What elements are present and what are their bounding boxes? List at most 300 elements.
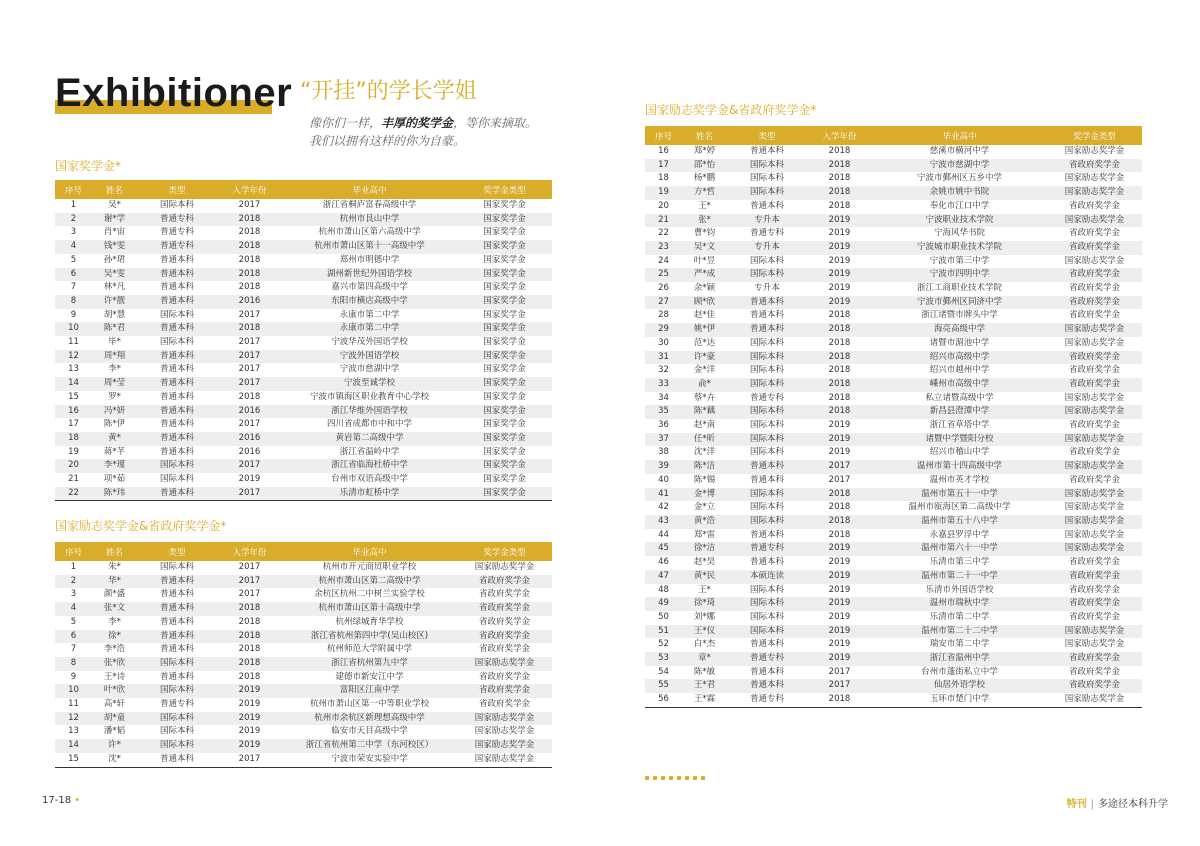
table-cell: 顾*欣 bbox=[693, 296, 716, 307]
table-cell: 2018 bbox=[828, 173, 851, 184]
table-cell: 李* bbox=[108, 364, 121, 375]
table-cell: 杨*鹏 bbox=[693, 173, 716, 184]
table-cell: 国际本科 bbox=[749, 337, 784, 348]
table-cell: 国际本科 bbox=[159, 309, 194, 320]
table-cell: 国际本科 bbox=[159, 726, 194, 737]
table-cell: 国际本科 bbox=[749, 187, 784, 198]
table-cell: 2018 bbox=[238, 603, 261, 614]
table-cell: 肖*宙 bbox=[103, 227, 126, 238]
table-cell: 2018 bbox=[828, 502, 851, 513]
table-cell: 浙江省杭州第二中学（东河校区） bbox=[305, 740, 434, 751]
table-cell: 专升本 bbox=[754, 241, 780, 252]
table-cell: 39 bbox=[658, 461, 669, 472]
table-cell: 国家励志奖学金 bbox=[474, 726, 535, 737]
column-header: 序号 bbox=[654, 131, 672, 142]
page-number-text: 17-18 bbox=[42, 795, 72, 806]
table-cell: 徐*琦 bbox=[693, 598, 716, 609]
table-cell: 2019 bbox=[828, 269, 851, 280]
table-cell: 金*洋 bbox=[693, 365, 716, 376]
table-cell: 2017 bbox=[238, 337, 261, 348]
table-cell: 2018 bbox=[238, 241, 261, 252]
table-row bbox=[645, 364, 1142, 378]
table-row bbox=[55, 240, 552, 254]
table-cell: 黄*浩 bbox=[693, 515, 716, 526]
table-cell: 浙江华维外国语学校 bbox=[331, 405, 408, 416]
table-cell: 省政府奖学金 bbox=[478, 603, 530, 614]
table-cell: 许*靓 bbox=[103, 295, 126, 306]
table-cell: 6 bbox=[70, 268, 77, 279]
table-row bbox=[645, 159, 1142, 173]
table-cell: 王*诗 bbox=[103, 671, 126, 682]
table-row bbox=[645, 529, 1142, 543]
table-cell: 叶*欣 bbox=[103, 685, 126, 696]
table-cell: 嘉兴市第四高级中学 bbox=[331, 282, 408, 293]
table-cell: 吴*文 bbox=[693, 241, 716, 252]
table-cell: 17 bbox=[68, 419, 79, 430]
table-cell: 12 bbox=[68, 712, 79, 723]
table-row bbox=[645, 597, 1142, 611]
table-cell: 2017 bbox=[217, 753, 282, 767]
table-cell: 国家励志奖学金 bbox=[1064, 488, 1125, 499]
table-cell: 2018 bbox=[238, 227, 261, 238]
table-row bbox=[55, 671, 552, 685]
table-cell: 国家奖学金 bbox=[483, 391, 526, 402]
table-cell: 4 bbox=[70, 241, 77, 252]
table-cell: 普通本科 bbox=[159, 446, 194, 457]
table-cell: 国家奖学金 bbox=[483, 419, 526, 430]
table-cell: 专升本 bbox=[754, 214, 780, 225]
table-cell: 国家励志奖学金 bbox=[474, 657, 535, 668]
table-cell: 2018 bbox=[828, 406, 851, 417]
table-cell: 普通本科 bbox=[749, 324, 784, 335]
column-header: 奖学金类型 bbox=[483, 547, 526, 558]
table-row bbox=[55, 226, 552, 240]
table-cell: 瑞安市第二中学 bbox=[929, 639, 990, 650]
table-row bbox=[55, 405, 552, 419]
table-cell: 普通本科 bbox=[159, 603, 194, 614]
table-cell: 陈*伊 bbox=[103, 419, 126, 430]
table-cell: 4 bbox=[70, 603, 77, 614]
section-title-national: 国家奖学金* bbox=[55, 159, 122, 173]
tagline-emphasis: 丰厚的奖学金 bbox=[381, 116, 454, 130]
table-cell: 国家励志奖学金 bbox=[1064, 461, 1125, 472]
table-cell: 普通本科 bbox=[137, 487, 217, 501]
table-cell: 普通本科 bbox=[749, 474, 784, 485]
table-cell: 19 bbox=[68, 446, 79, 457]
table-cell: 杭州绿城育华学校 bbox=[335, 616, 404, 627]
table-cell: 金*博 bbox=[693, 488, 716, 499]
table-cell: 黄*民 bbox=[693, 570, 716, 581]
table-cell: 34 bbox=[658, 392, 669, 403]
table-cell: 2017 bbox=[828, 461, 851, 472]
table-row bbox=[645, 446, 1142, 460]
table-cell: 普通专科 bbox=[749, 228, 784, 239]
table-cell: 2018 bbox=[238, 323, 261, 334]
table-cell: 16 bbox=[658, 146, 669, 156]
table-cell: 2019 bbox=[238, 685, 261, 696]
table-cell: 方*哲 bbox=[693, 187, 716, 198]
table-cell: 2018 bbox=[238, 657, 261, 668]
table-cell: 浙江省临海杜桥中学 bbox=[331, 460, 408, 471]
table-cell: 2019 bbox=[828, 584, 851, 595]
table-cell: 省政府奖学金 bbox=[1068, 584, 1120, 595]
table-cell: 高*轩 bbox=[103, 699, 126, 710]
section-label: 多途径本科升学 bbox=[1098, 799, 1168, 810]
table-cell: 宁波职业技术学院 bbox=[925, 214, 994, 225]
table-cell: 省政府奖学金 bbox=[478, 616, 530, 627]
table-cell: 普通本科 bbox=[749, 296, 784, 307]
table-cell: 国家励志奖学金 bbox=[457, 753, 552, 767]
table-cell: 永康市第二中学 bbox=[339, 309, 400, 320]
column-header: 入学年份 bbox=[232, 185, 267, 196]
table-cell: 国家奖学金 bbox=[483, 282, 526, 293]
table-cell: 30 bbox=[658, 337, 669, 348]
table-cell: 国家励志奖学金 bbox=[474, 562, 535, 572]
table-cell: 杭州师范大学附属中学 bbox=[326, 644, 412, 655]
table-cell: 1 bbox=[70, 562, 77, 572]
column-header: 类型 bbox=[168, 547, 186, 558]
table-row bbox=[645, 255, 1142, 269]
table-cell: 普通本科 bbox=[159, 419, 194, 430]
table-cell: 省政府奖学金 bbox=[1068, 598, 1120, 609]
table-cell: 2016 bbox=[238, 295, 261, 306]
national-scholarship-table bbox=[55, 180, 552, 501]
table-cell: 海亮高级中学 bbox=[933, 324, 985, 335]
table-cell: 国际本科 bbox=[749, 515, 784, 526]
table-cell: 范*达 bbox=[693, 337, 716, 348]
table-cell: 普通本科 bbox=[749, 461, 784, 472]
table-cell: 杭州市艮山中学 bbox=[339, 213, 400, 224]
table-cell: 17 bbox=[658, 159, 669, 170]
table-cell: 普通本科 bbox=[159, 405, 194, 416]
table-cell: 国家奖学金 bbox=[483, 432, 526, 443]
table-row bbox=[645, 296, 1142, 310]
table-cell: 2018 bbox=[828, 159, 851, 170]
table-cell: 7 bbox=[70, 282, 77, 293]
table-cell: 诸暨中学暨阳分校 bbox=[925, 433, 994, 444]
table-cell: 国际本科 bbox=[749, 255, 784, 266]
table-cell: 杭州市萧山区第二高级中学 bbox=[318, 575, 421, 586]
table-cell: 国家励志奖学金 bbox=[1064, 337, 1125, 348]
table-cell: 许*豪 bbox=[693, 351, 716, 362]
table-row bbox=[55, 725, 552, 739]
table-cell: 普通专科 bbox=[159, 699, 194, 710]
table-row bbox=[55, 602, 552, 616]
table-cell: 7 bbox=[70, 644, 77, 655]
table-cell: 2018 bbox=[238, 282, 261, 293]
table-cell: 21 bbox=[658, 214, 669, 225]
table-cell: 省政府奖学金 bbox=[1068, 666, 1120, 677]
table-cell: 普通专科 bbox=[727, 693, 807, 707]
table-cell: 普通本科 bbox=[749, 529, 784, 540]
table-cell: 51 bbox=[658, 625, 669, 636]
table-cell: 40 bbox=[658, 474, 669, 485]
table-cell: 周*翔 bbox=[103, 350, 126, 361]
table-cell: 国家励志奖学金 bbox=[1064, 392, 1125, 403]
table-cell: 余姚市姚中书院 bbox=[929, 187, 990, 198]
table-row bbox=[55, 684, 552, 698]
table-cell: 郑*婷 bbox=[693, 146, 716, 156]
table-cell: 31 bbox=[658, 351, 669, 362]
table-cell: 沈* bbox=[92, 753, 137, 767]
column-header: 入学年份 bbox=[232, 547, 267, 558]
table-cell: 杭州市萧山区第一中等职业学校 bbox=[309, 699, 429, 710]
table-cell: 国际本科 bbox=[749, 378, 784, 389]
tagline-text: ，等你来摘取。 bbox=[453, 116, 538, 130]
table-cell: 国家奖学金 bbox=[483, 474, 526, 485]
table-row bbox=[55, 575, 552, 589]
table-cell: 温州市第二十一中学 bbox=[921, 570, 998, 581]
table-cell: 诸暨市湄池中学 bbox=[929, 337, 990, 348]
table-cell: 普通本科 bbox=[749, 666, 784, 677]
table-row bbox=[55, 391, 552, 405]
table-cell: 浙江省温岭中学 bbox=[339, 446, 400, 457]
table-cell: 郑州市明德中学 bbox=[339, 254, 400, 265]
magazine-label: 特刊 bbox=[1066, 799, 1087, 810]
table-cell: 潘*韬 bbox=[103, 726, 126, 737]
table-cell: 11 bbox=[68, 337, 79, 348]
table-cell: 2017 bbox=[238, 378, 261, 389]
table-cell: 2019 bbox=[828, 653, 851, 664]
table-cell: 徐* bbox=[108, 630, 121, 641]
table-cell: 5 bbox=[70, 254, 77, 265]
table-cell: 普通本科 bbox=[159, 350, 194, 361]
table-cell: 省政府奖学金 bbox=[1068, 680, 1120, 691]
table-cell: 宁波市慈湖中学 bbox=[339, 364, 400, 375]
table-row bbox=[645, 323, 1142, 337]
table-cell: 李*瑾 bbox=[103, 460, 126, 471]
table-row bbox=[645, 268, 1142, 282]
table-cell: 49 bbox=[658, 598, 669, 609]
table-row bbox=[645, 488, 1142, 502]
table-cell: 黄* bbox=[108, 432, 121, 443]
table-row bbox=[55, 561, 552, 575]
table-cell: 永康市第二中学 bbox=[339, 323, 400, 334]
table-cell: 2018 bbox=[238, 213, 261, 224]
table-cell: 国家奖学金 bbox=[483, 200, 526, 210]
table-cell: 省政府奖学金 bbox=[1068, 570, 1120, 581]
table-cell: 胡*童 bbox=[103, 712, 126, 723]
table-cell: 国际本科 bbox=[749, 159, 784, 170]
table-cell: 省政府奖学金 bbox=[1068, 611, 1120, 622]
table-cell: 陈*洁 bbox=[693, 461, 716, 472]
table-cell: 湖州新世纪外国语学校 bbox=[326, 268, 412, 279]
table-cell: 蔡*卉 bbox=[693, 392, 716, 403]
table-cell: 国际本科 bbox=[749, 598, 784, 609]
table-cell: 黄岩第二高级中学 bbox=[335, 432, 404, 443]
table-cell: 浙江省桐庐富春高级中学 bbox=[322, 200, 417, 210]
table-cell: 蒋*芊 bbox=[103, 446, 126, 457]
column-header: 毕业高中 bbox=[942, 131, 977, 142]
table-cell: 乐清市虹桥中学 bbox=[282, 487, 457, 501]
table-cell: 台州市蓬街私立中学 bbox=[921, 666, 998, 677]
table-cell: 杭州市萧山区第十高级中学 bbox=[318, 603, 421, 614]
table-cell: 2018 bbox=[238, 254, 261, 265]
table-row bbox=[55, 588, 552, 602]
table-cell: 18 bbox=[68, 432, 79, 443]
table-cell: 2019 bbox=[828, 214, 851, 225]
table-cell: 宁波市鄞州区同济中学 bbox=[916, 296, 1002, 307]
table-row bbox=[55, 739, 552, 753]
table-cell: 2018 bbox=[828, 392, 851, 403]
table-cell: 25 bbox=[658, 269, 669, 280]
table-cell: 2017 bbox=[828, 474, 851, 485]
table-cell: 省政府奖学金 bbox=[478, 671, 530, 682]
table-cell: 国际本科 bbox=[749, 269, 784, 280]
table-cell: 国家奖学金 bbox=[483, 295, 526, 306]
table-cell: 宁波外国语学校 bbox=[339, 350, 400, 361]
table-cell: 国际本科 bbox=[749, 584, 784, 595]
table-cell: 李* bbox=[108, 616, 121, 627]
table-cell: 2019 bbox=[828, 625, 851, 636]
table-header bbox=[55, 180, 552, 199]
table-cell: 2019 bbox=[828, 447, 851, 458]
table-row bbox=[645, 392, 1142, 406]
table-cell: 省政府奖学金 bbox=[1068, 159, 1120, 170]
table-cell: 赵*昊 bbox=[693, 557, 716, 568]
table-cell: 国家奖学金 bbox=[483, 350, 526, 361]
table-cell: 国家励志奖学金 bbox=[474, 712, 535, 723]
table-cell: 省政府奖学金 bbox=[1068, 447, 1120, 458]
table-cell: 13 bbox=[68, 364, 79, 375]
table-cell: 乐清市外国语学校 bbox=[925, 584, 994, 595]
table-row bbox=[55, 657, 552, 671]
table-cell: 宁波华茂外国语学校 bbox=[331, 337, 408, 348]
table-cell: 53 bbox=[658, 653, 669, 664]
table-cell: 新昌县澄潭中学 bbox=[929, 406, 990, 417]
table-cell: 温州市瑞秋中学 bbox=[929, 598, 990, 609]
table-cell: 省政府奖学金 bbox=[478, 685, 530, 696]
table-row bbox=[55, 459, 552, 473]
table-cell: 2018 bbox=[238, 644, 261, 655]
table-cell: 普通本科 bbox=[749, 639, 784, 650]
table-cell: 吴* bbox=[108, 200, 121, 210]
table-cell: 普通本科 bbox=[159, 644, 194, 655]
table-cell: 本硕连读 bbox=[749, 570, 784, 581]
tagline-line-2: 我们以拥有这样的你为自豪。 bbox=[309, 134, 466, 148]
table-cell: 浙江省杭州第四中学(吴山校区) bbox=[310, 630, 429, 641]
table-cell: 2019 bbox=[828, 543, 851, 554]
table-cell: 章* bbox=[698, 653, 711, 664]
table-row bbox=[55, 753, 552, 767]
table-cell: 宁波市第三中学 bbox=[929, 255, 990, 266]
table-cell: 2018 bbox=[807, 693, 872, 707]
table-cell: 宁波城市职业技术学院 bbox=[916, 241, 1002, 252]
table-cell: 宁波市荣安实验中学 bbox=[282, 753, 457, 767]
table-cell: 45 bbox=[658, 543, 669, 554]
table-cell: 2018 bbox=[828, 310, 851, 321]
table-cell: 富阳区江南中学 bbox=[339, 685, 400, 696]
table-cell: 2017 bbox=[238, 200, 261, 210]
table-cell: 19 bbox=[658, 187, 669, 198]
table-cell: 张* bbox=[698, 214, 711, 225]
tagline-line-1 bbox=[309, 114, 537, 132]
table-row bbox=[645, 214, 1142, 228]
table-row bbox=[55, 281, 552, 295]
table-cell: 国际本科 bbox=[749, 488, 784, 499]
table-cell: 余杭区杭州二中树兰实验学校 bbox=[314, 589, 425, 600]
table-cell: 36 bbox=[658, 420, 669, 431]
table-cell: 10 bbox=[68, 685, 79, 696]
table-cell: 邵*怡 bbox=[693, 159, 716, 170]
table-cell: 奉化市江口中学 bbox=[929, 200, 990, 211]
table-row bbox=[645, 405, 1142, 419]
table-cell: 余*颖 bbox=[693, 283, 716, 294]
table-cell: 44 bbox=[658, 529, 669, 540]
table-cell: 普通本科 bbox=[159, 575, 194, 586]
table-cell: 沈*洋 bbox=[693, 447, 716, 458]
table-cell: 白*杰 bbox=[693, 639, 716, 650]
table-cell: 国家励志奖学金 bbox=[1064, 543, 1125, 554]
table-cell: 2019 bbox=[828, 433, 851, 444]
table-cell: 国家励志奖学金 bbox=[1064, 515, 1125, 526]
table-row bbox=[55, 336, 552, 350]
table-cell: 台州市双语高级中学 bbox=[331, 474, 408, 485]
table-cell: 建德市新安江中学 bbox=[335, 671, 404, 682]
table-row bbox=[55, 616, 552, 630]
table-row bbox=[645, 515, 1142, 529]
table-cell: 普通本科 bbox=[159, 589, 194, 600]
table-cell: 国家奖学金 bbox=[483, 337, 526, 348]
column-header: 毕业高中 bbox=[352, 547, 387, 558]
table-cell: 2019 bbox=[828, 639, 851, 650]
table-cell: 张*欣 bbox=[103, 657, 126, 668]
table-cell: 55 bbox=[658, 680, 669, 691]
table-row bbox=[55, 630, 552, 644]
table-cell: 国家奖学金 bbox=[483, 254, 526, 265]
table-cell: 杭州市余杭区新理想高级中学 bbox=[314, 712, 425, 723]
table-cell: 2018 bbox=[238, 616, 261, 627]
table-cell: 国际本科 bbox=[159, 337, 194, 348]
table-cell: 姚*伊 bbox=[693, 324, 716, 335]
table-cell: 2019 bbox=[828, 420, 851, 431]
table-cell: 国家励志奖学金 bbox=[1064, 255, 1125, 266]
table-cell: 2018 bbox=[828, 146, 851, 156]
table-row bbox=[645, 460, 1142, 474]
table-cell: 普通专科 bbox=[159, 241, 194, 252]
table-cell: 东阳市横店高级中学 bbox=[331, 295, 408, 306]
table-cell: 2017 bbox=[828, 666, 851, 677]
table-cell: 温州市第五十八中学 bbox=[921, 515, 998, 526]
table-cell: 48 bbox=[658, 584, 669, 595]
table-row bbox=[645, 570, 1142, 584]
table-cell: 普通本科 bbox=[749, 680, 784, 691]
table-cell: 国家励志奖学金 bbox=[474, 740, 535, 751]
table-cell: 省政府奖学金 bbox=[1068, 241, 1120, 252]
column-header: 类型 bbox=[168, 185, 186, 196]
table-cell: 43 bbox=[658, 515, 669, 526]
table-cell: 11 bbox=[68, 699, 79, 710]
table-cell: 12 bbox=[68, 350, 79, 361]
table-cell: 22 bbox=[658, 228, 669, 239]
table-cell: 普通本科 bbox=[159, 282, 194, 293]
table-cell: 吴*雯 bbox=[103, 268, 126, 279]
table-cell: 2016 bbox=[238, 432, 261, 443]
table-cell: 临安市天目高级中学 bbox=[331, 726, 408, 737]
table-cell: 2019 bbox=[238, 740, 261, 751]
table-cell: 普通本科 bbox=[159, 295, 194, 306]
table-cell: 10 bbox=[68, 323, 79, 334]
table-cell: 浙江省杭州第九中学 bbox=[331, 657, 408, 668]
tagline-text: 像你们一样， bbox=[309, 116, 382, 130]
table-cell: 普通本科 bbox=[159, 630, 194, 641]
table-cell: 普通本科 bbox=[159, 391, 194, 402]
table-row bbox=[645, 186, 1142, 200]
table-cell: 国际本科 bbox=[749, 173, 784, 184]
column-header: 类型 bbox=[758, 131, 776, 142]
tagline bbox=[309, 114, 537, 150]
table-row bbox=[55, 643, 552, 657]
